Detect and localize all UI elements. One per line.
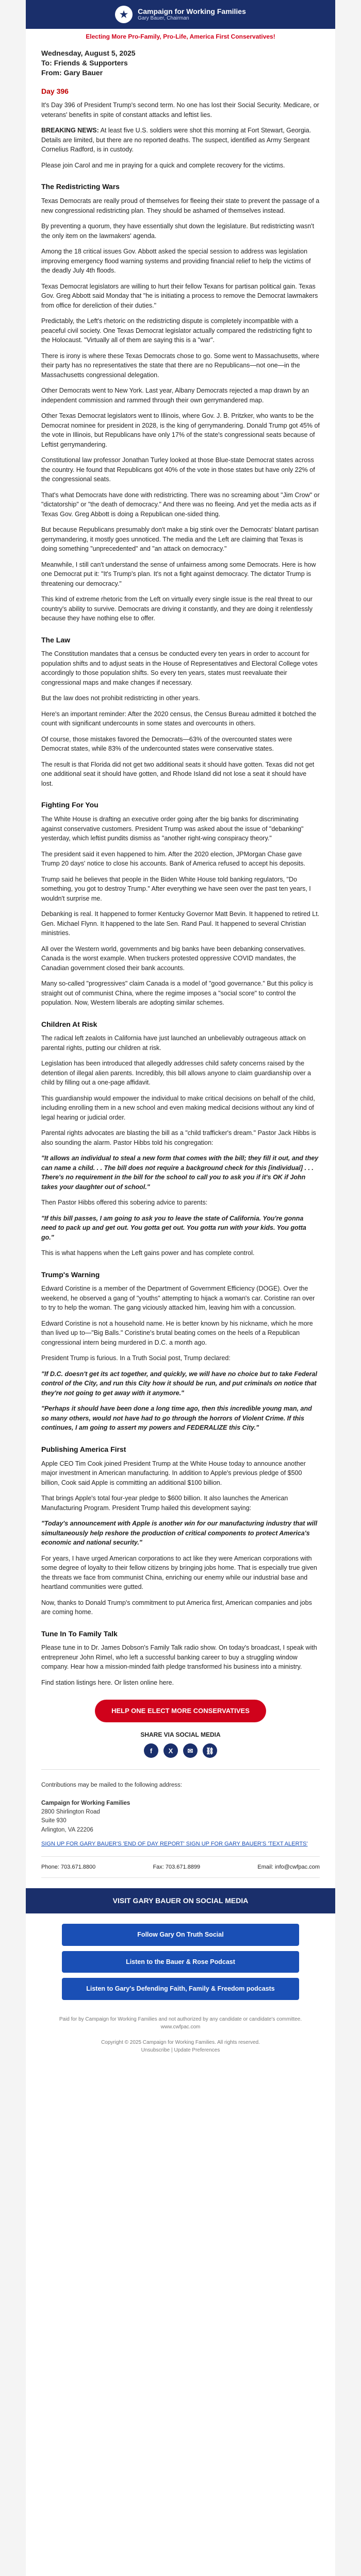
signup-links[interactable]: SIGN UP FOR GARY BAUER'S 'END OF DAY REPORT' SIGN UP FOR GARY BAUER'S 'TEXT ALERTS' bbox=[41, 1840, 308, 1847]
paragraph: This guardianship would empower the individual to make critical decisions on behalf of the child, including enrolling them in a new school and even making medical decisions without any kind of legal hearing or judicial order. bbox=[41, 1094, 315, 1121]
footer-note: Contributions may be mailed to the following address: bbox=[41, 1782, 182, 1789]
section-heading: Day 396 bbox=[41, 87, 69, 95]
paragraph: This kind of extreme rhetoric from the Left on virtually every single issue is the real threat to our country's ability to survive. Democrats are driving it constantly, and they are doing it relentlessly because they have nothing else to offer. bbox=[41, 596, 313, 622]
email-link[interactable]: Email: info@cwfpac.com bbox=[257, 1864, 320, 1871]
paragraph: Many so-called "progressives" claim Canada is a model of "good governance." But this policy is straight out of communist China, where the regime imposes a "social score" to control the population. Now, Western liberals are adopting similar schemes. bbox=[41, 980, 314, 1007]
footer-addr1: 2800 Shirlington Road bbox=[41, 1809, 100, 1816]
quote: "Today's announcement with Apple is another win for our manufacturing industry that will simultaneously help reshore the production of critical components to protect America's economic and national security." bbox=[41, 1520, 318, 1547]
unsubscribe-link[interactable]: Unsubscribe | Update Preferences bbox=[141, 2047, 220, 2053]
paragraph: President Trump is furious. In a Truth Social post, Trump declared: bbox=[41, 1354, 231, 1362]
paragraph: Debanking is real. It happened to former Kentucky Governor Matt Bevin. It happened to retired Lt. Gen. Michael Flynn. It happened to the late Sen. Rand Paul. It happened to several Christian ministries. bbox=[41, 910, 320, 937]
section-heading: Tune In To Family Talk bbox=[41, 1629, 118, 1638]
share-label: SHARE VIA SOCIAL MEDIA bbox=[140, 1731, 221, 1738]
paragraph: Please tune in to Dr. James Dobson's Family Talk radio show. On today's broadcast, I speak with entrepreneur John Rimel, who left a successful banking career to buy a struggling window company. Hear how a mission-minded faith pledge transformed his business into a ministry. bbox=[41, 1644, 317, 1671]
tagline: Electing More Pro-Family, Pro-Life, America First Conservatives! bbox=[86, 33, 275, 40]
facebook-icon[interactable]: f bbox=[144, 1743, 158, 1758]
paragraph: Constitutional law professor Jonathan Turley looked at those Blue-state Democrat states across the country. He found that Republicans got 40% of the vote in those states but have only 22% of the congressional seats. bbox=[41, 456, 315, 483]
footer-addr3: Arlington, VA 22206 bbox=[41, 1826, 93, 1833]
paragraph: Please join Carol and me in praying for a quick and complete recovery for the victims. bbox=[41, 161, 285, 169]
section-heading: Trump's Warning bbox=[41, 1270, 100, 1279]
fax: Fax: 703.671.8899 bbox=[153, 1864, 201, 1871]
breaking-label: BREAKING NEWS: bbox=[41, 127, 99, 134]
paragraph: Texas Democrat legislators are willing to hurt their fellow Texans for partisan political gain. Texas Gov. Greg Abbott said Monday that "he is initiating a process to remove the Democrat lawmakers from office for dereliction of their duties." bbox=[41, 282, 318, 309]
paragraph: Meanwhile, I still can't understand the sense of unfairness among some Democrats. Here is how one Democrat put it: "It's Trump's plan. It's not a fight against democracy. The dictator Trump is threatening our democracy." bbox=[41, 561, 316, 587]
paragraph: The president said it even happened to him. After the 2020 election, JPMorgan Chase gave Trump 20 days' notice to close his accounts. Bank of America refused to accept his deposits. bbox=[41, 850, 305, 868]
section-heading: The Law bbox=[41, 635, 71, 644]
paragraph: Texas Democrats are really proud of themselves for fleeing their state to prevent the passage of a new congressional redistricting plan. They should be ashamed of themselves instead. bbox=[41, 197, 320, 214]
memo-meta bbox=[41, 48, 320, 78]
paragraph: By preventing a quorum, they have essentially shut down the legislature. But redistricting wasn't the only item on the lawmakers' agenda. bbox=[41, 223, 315, 240]
paragraph: Now, thanks to Donald Trump's commitment to put America first, American companies and jobs are coming home. bbox=[41, 1599, 312, 1616]
quote: "Perhaps it should have been done a long time ago, then this incredible young man, and so many others, would not have had to go through the horrors of Violent Crime. If this continues, I am going to assert my powers and FEDERALIZE this City." bbox=[41, 1405, 312, 1432]
paragraph: Other Texas Democrat legislators went to Illinois, where Gov. J. B. Pritzker, who wants to be the Democrat nominee for president in 2028, is the king of gerrymandering. Donald Trump got 45% of the vote in Illinois, but Republicans have only 17% of the state's congressional seats because of Leftist gerrymandering. bbox=[41, 412, 320, 448]
paragraph: Edward Coristine is not a household name. He is better known by his nickname, which he more than lived up to—"Big Balls." Coristine's brutal beating comes on the heels of a Republican congressional intern being murdered in D.C. a month ago. bbox=[41, 1319, 313, 1346]
paragraph: But because Republicans presumably don't make a big stink over the Democrats' blatant partisan gerrymandering, it mostly goes unnoticed. The media and the Left are claiming that Texas is doing something "unprecedented" and "an attack on democracy." bbox=[41, 526, 319, 553]
paragraph: Of course, those mistakes favored the Democrats—63% of the overcounted states were Democrat states, while 83% of the undercounted states were conservative states. bbox=[41, 735, 292, 753]
contact-row bbox=[41, 1856, 320, 1878]
link-icon[interactable]: ⛓ bbox=[203, 1743, 217, 1758]
section-heading: Publishing America First bbox=[41, 1445, 126, 1453]
quote: "If this bill passes, I am going to ask you to leave the state of California. You're gonna need to pack up and get out. You gotta get out. You gotta run with your kids. You gotta go." bbox=[41, 1214, 306, 1241]
paragraph: Parental rights advocates are blasting the bill as a "child trafficker's dream." Pastor Jack Hibbs is also sounding the alarm. Pastor Hibbs told his congregation: bbox=[41, 1129, 316, 1146]
small-print bbox=[41, 2015, 320, 2054]
paid-for: Paid for by Campaign for Working Families and not authorized by any candidate or candidate's committee. www.cwfpac.com bbox=[59, 2016, 302, 2030]
email-icon[interactable]: ✉ bbox=[183, 1743, 198, 1758]
footer-addr2: Suite 930 bbox=[41, 1818, 67, 1824]
footer-org: Campaign for Working Families bbox=[41, 1800, 130, 1806]
paragraph: Predictably, the Left's rhetoric on the redistricting dispute is completely incompatible with a peaceful civil society. One Texas Democrat legislator actually compared the redistricting fight to the Holocaust. "Virtually all of them are saying this is a "war". bbox=[41, 317, 312, 344]
paragraph: Then Pastor Hibbs offered this sobering advice to parents: bbox=[41, 1199, 208, 1207]
paragraph: This is what happens when the Left gains power and has complete control. bbox=[41, 1249, 255, 1257]
org-name: Campaign for Working Families bbox=[138, 7, 246, 15]
bauer-rose-podcast-button[interactable]: Listen to the Bauer & Rose Podcast bbox=[62, 1951, 299, 1973]
paragraph: That brings Apple's total four-year pledge to $600 billion. It also launches the American Manufacturing Program. President Trump hailed this development saying: bbox=[41, 1495, 288, 1512]
truth-social-button[interactable]: Follow Gary On Truth Social bbox=[62, 1924, 299, 1946]
paragraph: Among the 18 critical issues Gov. Abbott asked the special session to address was legislation improving emergency flood warning systems and providing financial relief to help the victims of the deadly July 4th floods. bbox=[41, 248, 311, 275]
paragraph: The Constitution mandates that a census be conducted every ten years in order to account for population shifts and to adjust seats in the House of Representatives and Electoral College votes accordingly to those population shifts. So every ten years, states must reevaluate their congressional maps and make changes if necessary. bbox=[41, 650, 318, 686]
paragraph: The radical left zealots in California have just launched an unbelievably outrageous attack on parental rights, putting our children at risk. bbox=[41, 1035, 306, 1052]
breaking-text: At least five U.S. soldiers were shot this morning at Fort Stewart, Georgia. Details are limited, but there are no reported deaths. The suspect, identified as Army Sergeant Cornelius Radford, is in custody. bbox=[41, 127, 311, 154]
section-heading: Fighting For You bbox=[41, 801, 99, 809]
phone[interactable]: Phone: 703.671.8800 bbox=[41, 1864, 96, 1871]
paragraph: Legislation has been introduced that allegedly addresses child safety concerns raised by the detention of illegal alien parents. Incredibly, this bill allows anyone to claim guardianship over a child by filling out a one-page affidavit. bbox=[41, 1060, 311, 1087]
quote: "If D.C. doesn't get its act together, and quickly, we will have no choice but to take Federal control of the City, and run this City how it should be run, and put criminals on notice that they're not going to get away with it anymore." bbox=[41, 1370, 317, 1397]
header-banner bbox=[26, 0, 335, 29]
copyright: Copyright © 2025 Campaign for Working Families. All rights reserved. bbox=[101, 2039, 260, 2045]
paragraph: But the law does not prohibit redistricting in other years. bbox=[41, 694, 200, 702]
quote: "It allows an individual to steal a new form that comes with the bill; they fill it out, and they can name a child. . . The bill does not require a background check for this [individual] . . . There's no requirement in the bill for the school to call you to ask you if it's OK if John takes your daughter out of school." bbox=[41, 1155, 319, 1191]
paragraph: Apple CEO Tim Cook joined President Trump at the White House today to announce another major investment in American manufacturing. In addition to Apple's previous pledge of $500 billion, Cook said Apple is committing an additional $100 billion. bbox=[41, 1460, 306, 1486]
section-heading: The Redistricting Wars bbox=[41, 182, 120, 191]
logo-icon: ★ bbox=[115, 6, 133, 23]
paragraph: That's what Democrats have done with redistricting. There was no screaming about "Jim Crow" or "dictatorship" or "the death of democracy." And there was no fleeing. And yet the media acts as if Texas Gov. Greg Abbott is doing a Republican one-sided thing. bbox=[41, 491, 320, 518]
memo-to: To: Friends & Supporters bbox=[41, 58, 128, 67]
memo-from: From: Gary Bauer bbox=[41, 68, 103, 77]
paragraph: It's Day 396 of President Trump's second term. No one has lost their Social Security. Medicare, or veterans' benefits in spite of constant attacks and leftist lies. bbox=[41, 101, 319, 118]
donate-button[interactable]: HELP ONE ELECT MORE CONSERVATIVES bbox=[95, 1700, 266, 1722]
paragraph: All over the Western world, governments and big banks have been debanking conservatives. Canada is the worst example. When truckers protested oppressive COVID mandates, the Canadian government closed their bank accounts. bbox=[41, 945, 306, 972]
paragraph: The White House is drafting an executive order going after the big banks for discriminating against conservative customers. President Trump was asked about the issue of "debanking" yesterday, which leftist pundits dismiss as "another right-wing conspiracy theory." bbox=[41, 816, 304, 842]
breaking-paragraph bbox=[41, 126, 320, 155]
divider bbox=[41, 1769, 320, 1770]
paragraph: Edward Coristine is a member of the Department of Government Efficiency (DOGE). Over the weekend, he observed a gang of "youths" attempting to hijack a woman's car. Coristine ran over to try to help the woman. The gang viciously attacked him, leaving him with a concussion. bbox=[41, 1285, 315, 1312]
faith-family-podcast-button[interactable]: Listen to Gary's Defending Faith, Family & Freedom podcasts bbox=[62, 1978, 299, 2000]
paragraph: Here's an important reminder: After the 2020 census, the Census Bureau admitted it botched the count with significant undercounts in some states and overcounts in others. bbox=[41, 710, 317, 727]
paragraph: Trump said he believes that people in the Biden White House told banking regulators, "Do something, you got to destroy Trump." After everything we have seen over the past ten years, I wouldn't surprise me. bbox=[41, 875, 311, 902]
paragraph: Find station listings here. Or listen online here. bbox=[41, 1679, 174, 1686]
paragraph: The result is that Florida did not get two additional seats it should have gotten. Texas did not get one additional seat it should have gotten, and Rhode Island did not lose a seat it should have lost. bbox=[41, 760, 315, 787]
newsletter bbox=[26, 0, 335, 2576]
paragraph: There is irony is where these Texas Democrats chose to go. Some went to Massachusetts, where their party has no representatives the state that there are no Republicans—not one—in the Massachusetts congressional delegation. bbox=[41, 352, 319, 379]
paragraph: Other Democrats went to New York. Last year, Albany Democrats rejected a map drawn by an independent commission and rammed through their own gerrymandered map. bbox=[41, 387, 309, 404]
footer-address bbox=[41, 1781, 320, 1835]
paragraph: For years, I have urged American corporations to act like they were American corporations with some degree of loyalty to their fellow citizens by bringing jobs home. That is especially true given the threats we face from communist China, enriching our enemy while our industrial base and heartland communities were gutted. bbox=[41, 1554, 317, 1591]
visit-social-banner: VISIT GARY BAUER ON SOCIAL MEDIA bbox=[26, 1888, 335, 1913]
logo-text bbox=[138, 7, 246, 22]
social-share-row bbox=[41, 1743, 320, 1758]
section-heading: Children At Risk bbox=[41, 1020, 97, 1028]
org-sub: Gary Bauer, Chairman bbox=[138, 15, 189, 22]
content bbox=[26, 43, 335, 2064]
x-twitter-icon[interactable]: X bbox=[163, 1743, 178, 1758]
memo-date: Wednesday, August 5, 2025 bbox=[41, 49, 136, 57]
cta-wrap bbox=[41, 1700, 320, 1722]
